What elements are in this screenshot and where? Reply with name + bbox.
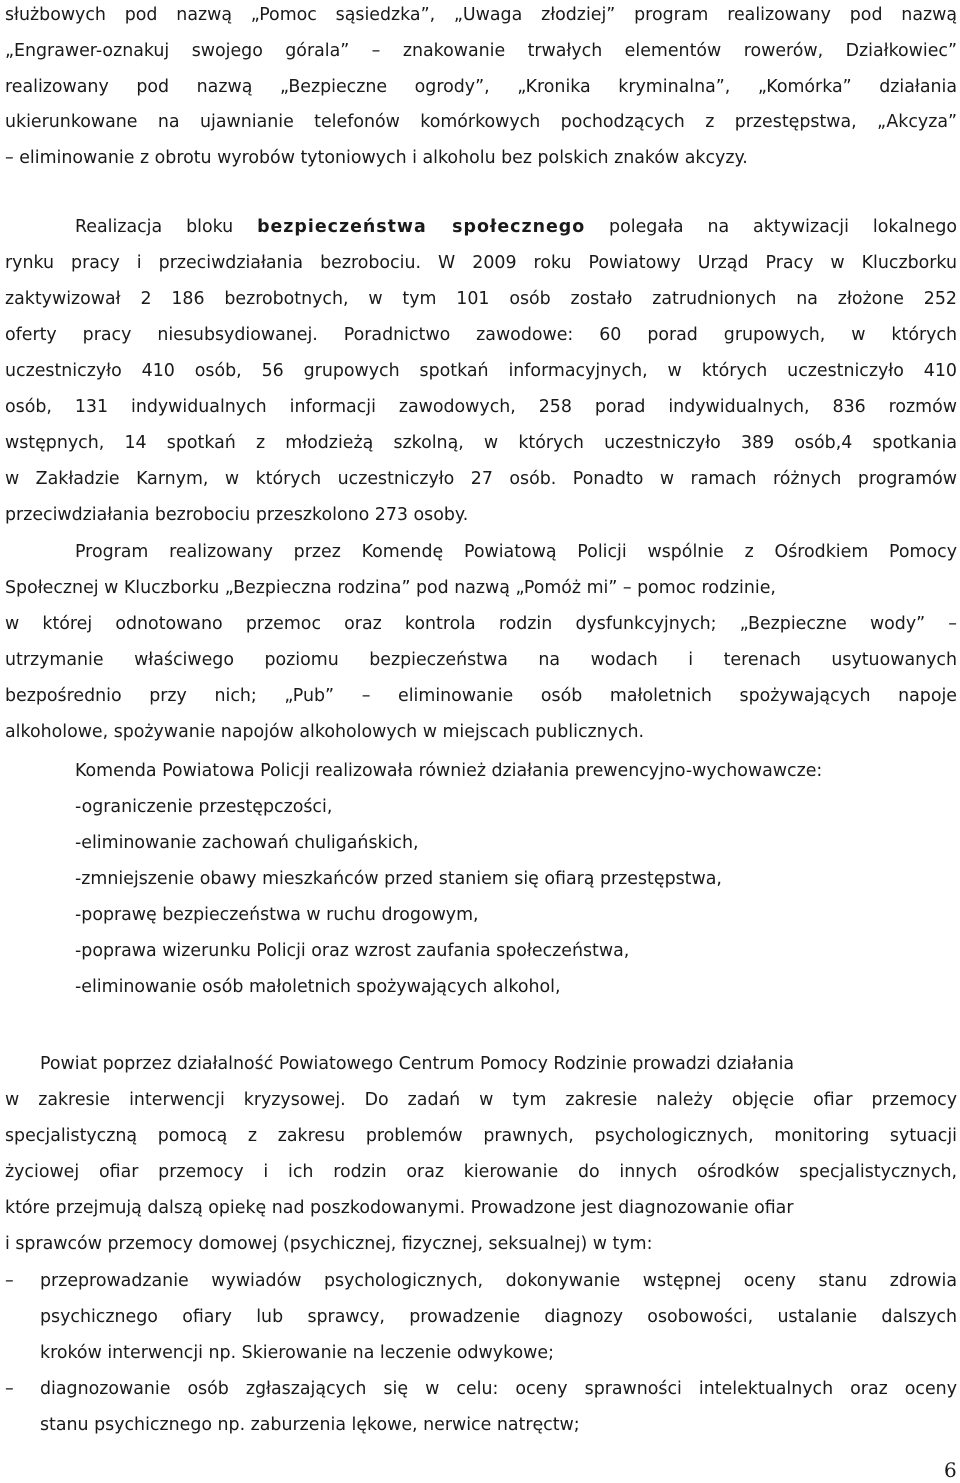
text-line: „Engrawer-oznakuj swojego górala” – znakowanie trwałych elementów rowerów, Działkowiec” — [5, 41, 957, 61]
text-line: ukierunkowane na ujawnianie telefonów komórkowych pochodzących z przestępstwa, „Akcyza” — [5, 112, 957, 132]
text-line: Program realizowany przez Komendę Powiatową Policji wspólnie z Ośrodkiem Pomocy — [75, 542, 957, 562]
text-line: realizowany pod nazwą „Bezpieczne ogrody”, „Kronika kryminalna”, „Komórka” działania — [5, 77, 957, 97]
text-line: służbowych pod nazwą „Pomoc sąsiedzka”, „Uwaga złodziej” program realizowany pod nazwą — [5, 5, 957, 25]
text-line: w zakresie interwencji kryzysowej. Do zadań w tym zakresie należy objęcie ofiar przemocy — [5, 1090, 957, 1110]
text-line: specjalistyczną pomocą z zakresu problemów prawnych, psychologicznych, monitoring sytuacji — [5, 1126, 957, 1146]
text-line: i sprawców przemocy domowej (psychicznej, fizycznej, seksualnej) w tym: — [5, 1234, 653, 1254]
list-dash: – — [5, 1271, 14, 1291]
text-line: Komenda Powiatowa Policji realizowała również działania prewencyjno-wychowawcze: — [75, 761, 823, 781]
text-line: rynku pracy i przeciwdziałania bezrobociu. W 2009 roku Powiatowy Urząd Pracy w Kluczborku — [5, 253, 957, 273]
list-item: -poprawę bezpieczeństwa w ruchu drogowym, — [75, 905, 479, 925]
list-item: -ograniczenie przestępczości, — [75, 797, 333, 817]
text-line: które przejmują dalszą opiekę nad poszkodowanymi. Prowadzone jest diagnozowanie ofiar — [5, 1198, 794, 1218]
list-item-line: stanu psychicznego np. zaburzenia lękowe, nerwice natręctw; — [40, 1415, 580, 1435]
text-line — [75, 217, 957, 237]
list-item-line: psychicznego ofiary lub sprawcy, prowadzenie diagnozy osobowości, ustalanie dalszych — [40, 1307, 957, 1327]
list-item: -zmniejszenie obawy mieszkańców przed staniem się ofiarą przestępstwa, — [75, 869, 722, 889]
list-item-line: diagnozowanie osób zgłaszających się w celu: oceny sprawności intelektualnych oraz oceny — [40, 1379, 957, 1399]
text-line: życiowej ofiar przemocy i ich rodzin oraz kierowanie do innych ośrodków specjalistycznych, — [5, 1162, 957, 1182]
text-line: przeciwdziałania bezrobociu przeszkolono 273 osoby. — [5, 505, 469, 525]
list-item: -poprawa wizerunku Policji oraz wzrost zaufania społeczeństwa, — [75, 941, 630, 961]
text-line: bezpośrednio przy nich; „Pub” – eliminowanie osób małoletnich spożywających napoje — [5, 686, 957, 706]
text-segment: polegała na aktywizacji lokalnego — [585, 217, 958, 237]
text-line: w Zakładzie Karnym, w których uczestniczyło 27 osób. Ponadto w ramach różnych programów — [5, 469, 957, 489]
list-item-line: kroków interwencji np. Skierowanie na leczenie odwykowe; — [40, 1343, 554, 1363]
text-line: osób, 131 indywidualnych informacji zawodowych, 258 porad indywidualnych, 836 rozmów — [5, 397, 957, 417]
text-line: utrzymanie właściwego poziomu bezpieczeństwa na wodach i terenach usytuowanych — [5, 650, 957, 670]
text-line: oferty pracy niesubsydiowanej. Poradnictwo zawodowe: 60 porad grupowych, w których — [5, 325, 957, 345]
text-line: w której odnotowano przemoc oraz kontrola rodzin dysfunkcyjnych; „Bezpieczne wody” – — [5, 614, 957, 634]
text-line: wstępnych, 14 spotkań z młodzieżą szkolną, w których uczestniczyło 389 osób,4 spotkania — [5, 433, 957, 453]
emphasis-social-security: bezpieczeństwa społecznego — [257, 217, 586, 237]
list-item-line: przeprowadzanie wywiadów psychologicznych, dokonywanie wstępnej oceny stanu zdrowia — [40, 1271, 957, 1291]
list-item: -eliminowanie zachowań chuligańskich, — [75, 833, 419, 853]
text-line: zaktywizował 2 186 bezrobotnych, w tym 101 osób zostało zatrudnionych na złożone 252 — [5, 289, 957, 309]
text-line: alkoholowe, spożywanie napojów alkoholowych w miejscach publicznych. — [5, 722, 645, 742]
list-dash: – — [5, 1379, 14, 1399]
text-line: Powiat poprzez działalność Powiatowego Centrum Pomocy Rodzinie prowadzi działania — [40, 1054, 795, 1074]
text-line: – eliminowanie z obrotu wyrobów tytoniowych i alkoholu bez polskich znaków akcyzy. — [5, 148, 748, 168]
text-line: uczestniczyło 410 osób, 56 grupowych spotkań informacyjnych, w których uczestniczyło 410 — [5, 361, 957, 381]
text-line: Społecznej w Kluczborku „Bezpieczna rodzina” pod nazwą „Pomóż mi” – pomoc rodzinie, — [5, 578, 776, 598]
page-number: 6 — [944, 1458, 957, 1482]
text-segment: Realizacja bloku — [75, 217, 258, 237]
list-item: -eliminowanie osób małoletnich spożywających alkohol, — [75, 977, 561, 997]
